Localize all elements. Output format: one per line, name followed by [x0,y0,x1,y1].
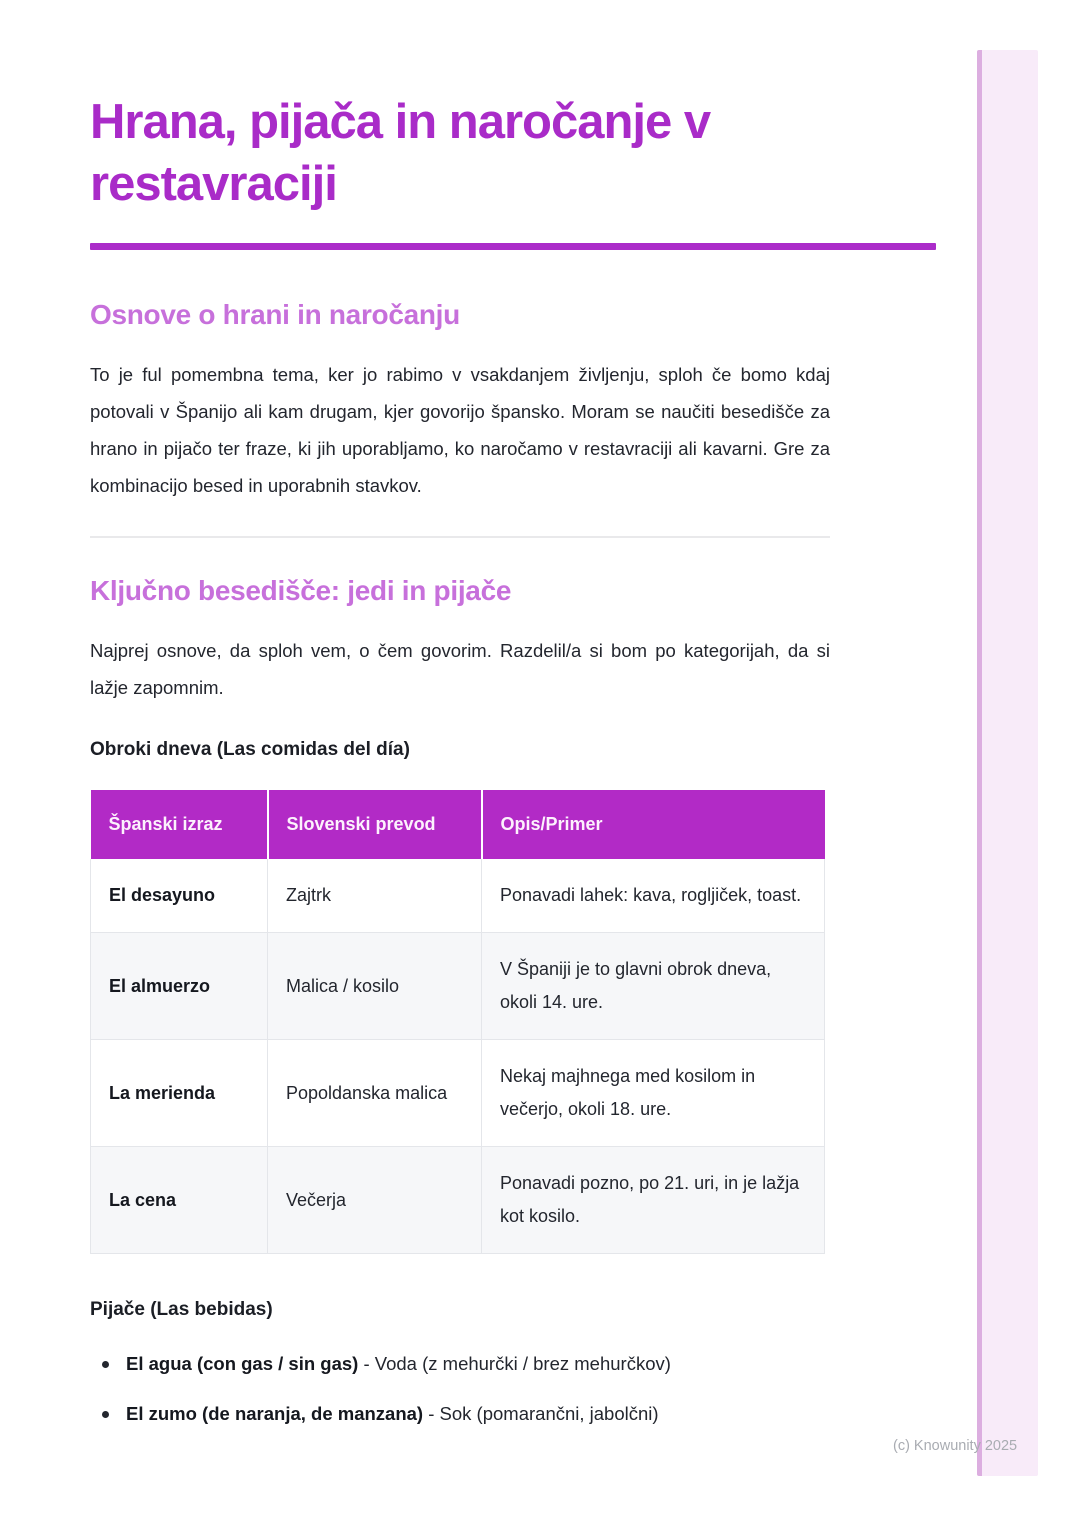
cell-description: Nekaj majhnega med kosilom in večerjo, okoli 18. ure. [482,1040,825,1147]
section-divider [90,536,830,538]
cell-spanish-term: El almuerzo [91,933,268,1040]
document-content [90,0,938,1449]
bullet-icon [102,1361,109,1368]
cell-slovenian-translation: Zajtrk [268,859,482,933]
subheading-drinks: Pijače (Las bebidas) [90,1299,273,1321]
table-row [91,1147,825,1254]
table-row [91,1040,825,1147]
drinks-list [90,1349,850,1429]
section-heading-basics: Osnove o hrani in naročanju [90,299,460,331]
paragraph-vocab-intro: Najprej osnove, da sploh vem, o čem govorim. Razdelil/a si bom po kategorijah, da si lažje zapomnim. [90,639,830,698]
table-row [91,859,825,933]
subheading-meals: Obroki dneva (Las comidas del día) [90,738,410,760]
cell-spanish-term: La cena [91,1147,268,1254]
page-title: Hrana, pijača in naročanje v restavraciji [90,95,711,211]
column-header-description: Opis/Primer [482,790,825,859]
vocab-table-header [91,790,825,859]
column-header-slovenian: Slovenski prevod [268,790,482,859]
cell-description: Ponavadi lahek: kava, rogljiček, toast. [482,859,825,933]
title-underline-rule [90,243,936,250]
copyright-watermark: (c) Knowunity 2025 [893,1438,1018,1454]
drink-definition: - Voda (z mehurčki / brez mehurčkov) [358,1353,671,1375]
list-item [90,1399,850,1429]
list-item [90,1349,850,1379]
drink-term: El agua (con gas / sin gas) [126,1353,359,1375]
table-row [91,933,825,1040]
drink-term: El zumo (de naranja, de manzana) [126,1403,424,1425]
table-header-row [91,790,825,859]
right-margin-strip [977,50,1038,1476]
bullet-icon [102,1411,109,1418]
cell-slovenian-translation: Popoldanska malica [268,1040,482,1147]
paragraph-basics: To je ful pomembna tema, ker jo rabimo v vsakdanjem življenju, sploh če bomo kdaj potovali v Španijo ali kam drugam, kjer govorijo špansko. Moram se naučiti besedišče za hrano in pijačo ter fraze, ki jih uporabljamo, ko naročamo v restavraciji ali kavarni. Gre za kombinacijo besed in uporabnih stavkov. [90,364,830,497]
drink-definition: - Sok (pomarančni, jabolčni) [423,1403,659,1425]
cell-description: V Španiji je to glavni obrok dneva, okoli 14. ure. [482,933,825,1040]
cell-slovenian-translation: Malica / kosilo [268,933,482,1040]
cell-description: Ponavadi pozno, po 21. uri, in je lažja kot kosilo. [482,1147,825,1254]
vocab-table [90,790,825,1254]
column-header-spanish: Španski izraz [91,790,268,859]
section-heading-vocab: Ključno besedišče: jedi in pijače [90,575,512,607]
cell-slovenian-translation: Večerja [268,1147,482,1254]
cell-spanish-term: El desayuno [91,859,268,933]
cell-spanish-term: La merienda [91,1040,268,1147]
